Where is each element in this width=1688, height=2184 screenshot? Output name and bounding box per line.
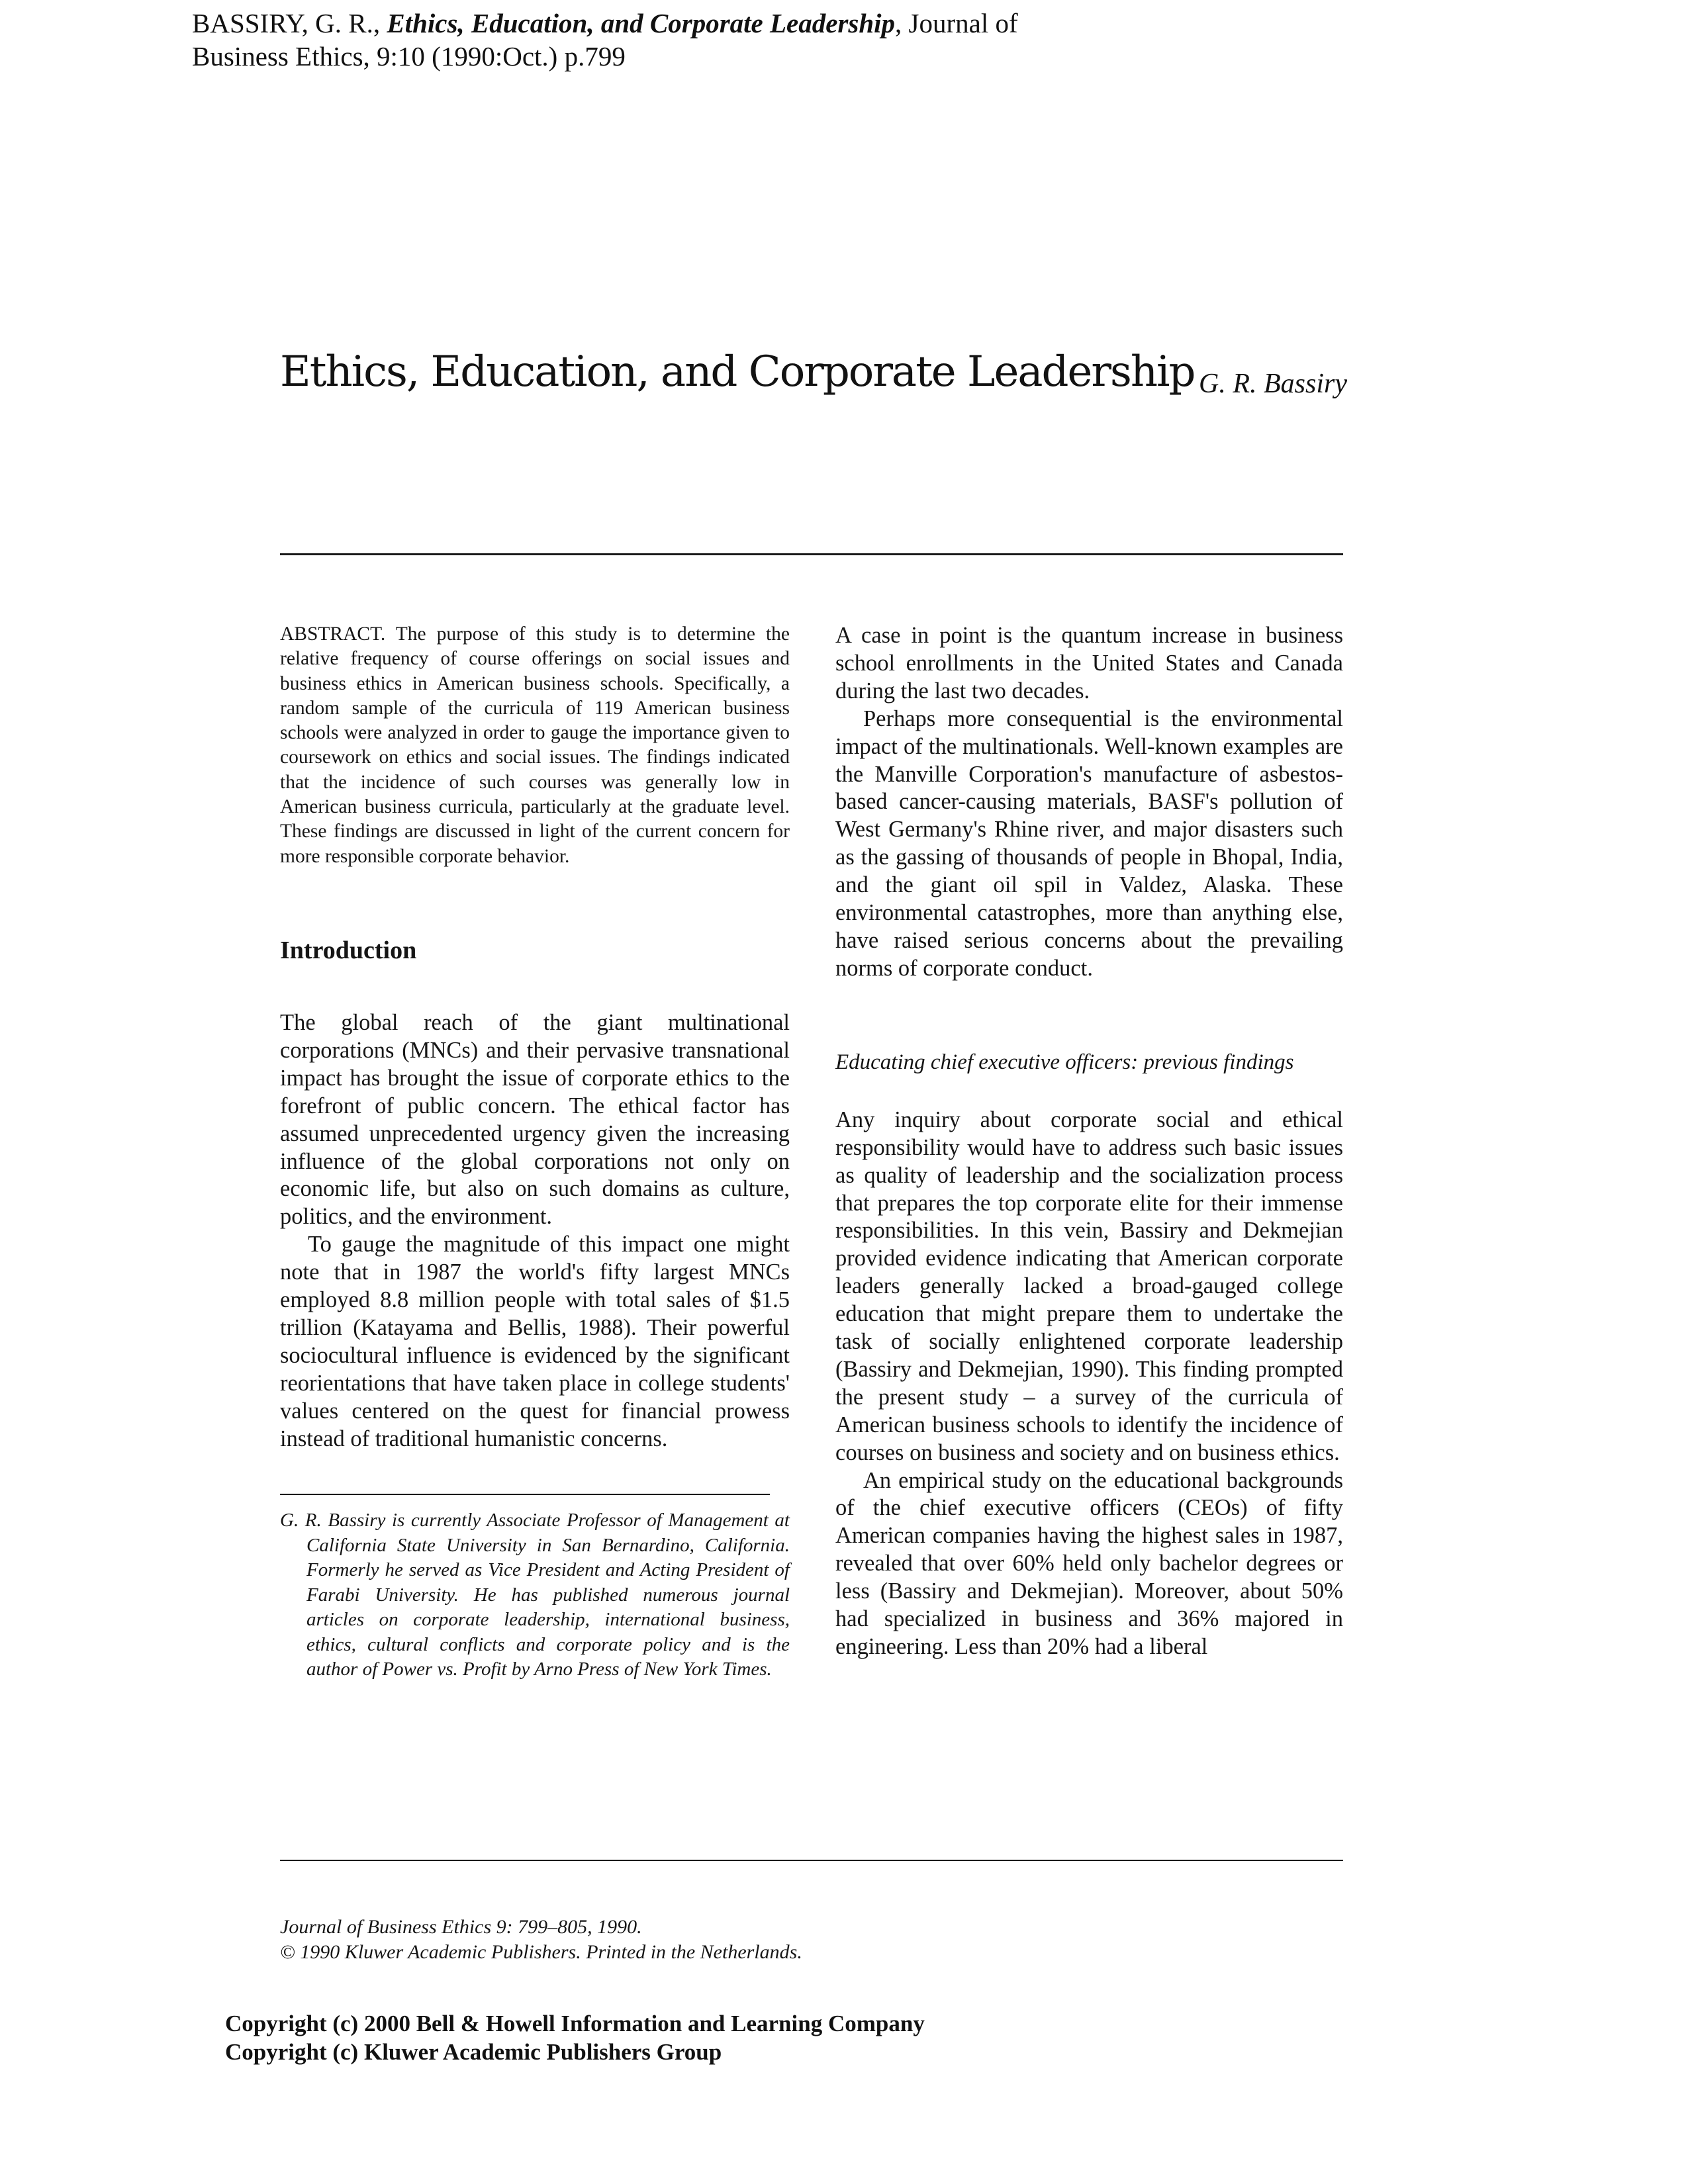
citation-details: Business Ethics, 9:10 (1990:Oct.) p.799 [192, 41, 626, 71]
introduction-heading: Introduction [280, 936, 417, 964]
intro-paragraph-1: The global reach of the giant multinational corporations (MNCs) and their pervasive transnational impact has brought the issue of corporate ethics to the forefront of public concern. The ethical factor has assumed unprecedented urgency given the increasing influence of the global corporations not only on economic life, but also on such domains as culture, politics, and the environment. [280, 1009, 790, 1230]
article-author: G. R. Bassiry [1199, 369, 1347, 399]
journal-info [280, 1915, 802, 1965]
intro-paragraph-2: To gauge the magnitude of this impact one might note that in 1987 the world's fifty largest MNCs employed 8.8 million people with total sales of $1.5 trillion (Katayama and Bellis, 1988). Their powerful sociocultural influence is evidenced by the significant reorientations that have taken place in college students' values centered on the quest for financial prowess instead of traditional humanistic concerns. [280, 1232, 790, 1451]
copyright-line-1: Copyright (c) 2000 Bell & Howell Information and Learning Company [225, 2011, 925, 2036]
footnote-divider [280, 1494, 770, 1495]
citation-author: BASSIRY, G. R., [192, 8, 381, 38]
journal-citation: Journal of Business Ethics 9: 799–805, 1990. [280, 1916, 642, 1938]
author-footnote: G. R. Bassiry is currently Associate Professor of Management at California State University in San Bernardino, California. Formerly he served as Vice President and Acting President of Farabi University. He has published numerous journal articles on corporate leadership, international business, ethics, cultural conflicts and corporate policy and is the author of Power vs. Profit by Arno Press of New York Times. [280, 1510, 790, 1680]
bottom-divider [280, 1860, 1343, 1861]
article-title: Ethics, Education, and Corporate Leadership [280, 347, 1195, 396]
copyright-notice [225, 2009, 925, 2066]
right-paragraph-4: An empirical study on the educational backgrounds of the chief executive officers (CEOs) of fifty American companies having the highest sales in 1987, revealed that over 60% held only bachelor degrees or less (Bassiry and Dekmejian). Moreover, about 50% had specialized in business and 36% majored in engineering. Less than 20% had a liberal [835, 1467, 1343, 1659]
citation-journal: , Journal of [895, 8, 1018, 38]
left-column [280, 622, 790, 1682]
educating-heading: Educating chief executive officers: previous findings [835, 1050, 1294, 1074]
copyright-line-2: Copyright (c) Kluwer Academic Publishers Group [225, 2039, 722, 2065]
top-divider [280, 553, 1343, 555]
right-column [835, 622, 1343, 1661]
right-paragraph-1: A case in point is the quantum increase in business school enrollments in the United States and Canada during the last two decades. [835, 623, 1343, 704]
citation-header [192, 7, 1450, 73]
citation-title: Ethics, Education, and Corporate Leadership [387, 8, 896, 38]
right-paragraph-2: Perhaps more consequential is the environmental impact of the multinationals. Well-known examples are the Manville Corporation's manufacture of asbestos-based cancer-causing materials, BASF's pollution of West Germany's Rhine river, and major disasters such as the gassing of thousands of people in Bhopal, India, and the giant oil spil in Valdez, Alaska. These environmental catastrophes, more than anything else, have raised serious concerns about the prevailing norms of corporate conduct. [835, 705, 1343, 981]
journal-publisher: © 1990 Kluwer Academic Publishers. Printed in the Netherlands. [280, 1941, 802, 1963]
abstract: ABSTRACT. The purpose of this study is to determine the relative frequency of course offerings on social issues and business ethics in American business schools. Specifically, a random sample of the curricula of 119 American business schools were analyzed in order to gauge the importance given to coursework on ethics and social issues. The findings indicated that the incidence of such courses was generally low in American business curricula, particularly at the graduate level. These findings are discussed in light of the current concern for more responsible corporate behavior. [280, 623, 790, 867]
right-paragraph-3: Any inquiry about corporate social and ethical responsibility would have to address such basic issues as quality of leadership and the socialization process that prepares the top corporate elite for their immense responsibilities. In this vein, Bassiry and Dekmejian provided evidence indicating that American corporate leaders generally lacked a broad-gauged college education that might prepare them to undertake the task of socially enlightened corporate leadership (Bassiry and Dekmejian, 1990). This finding prompted the present study – a survey of the curricula of American business schools to identify the incidence of courses on business and society and on business ethics. [835, 1107, 1343, 1465]
